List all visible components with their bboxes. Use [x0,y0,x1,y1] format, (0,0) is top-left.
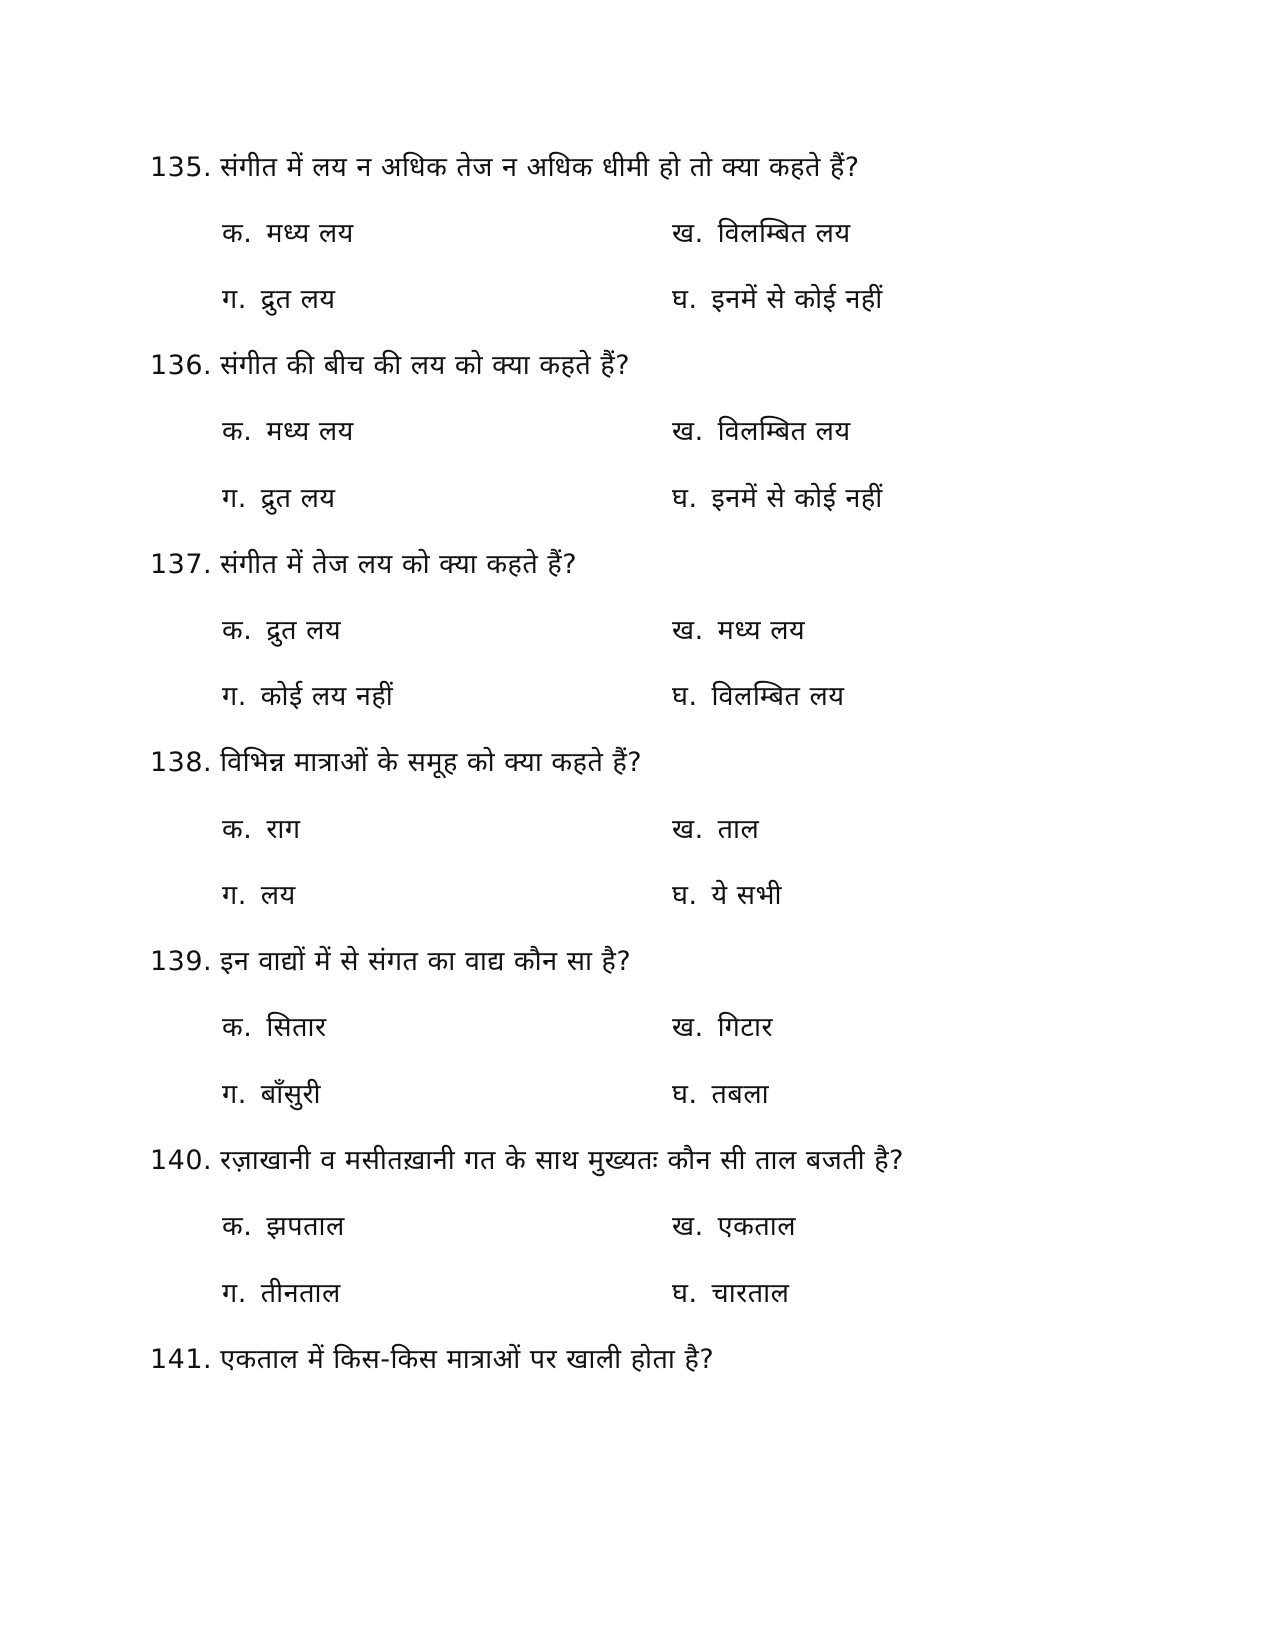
option-letter: ख. [672,1211,704,1242]
option-text: विलम्बित लय [711,681,845,712]
option-letter: घ. [672,681,698,712]
option-gha [672,481,883,517]
option-gha [672,878,782,914]
option-text: इनमें से कोई नहीं [711,483,883,514]
option-letter: ग. [222,1079,247,1110]
option-text: कोई लय नहीं [260,681,394,712]
option-text: तबला [711,1079,770,1110]
option-letter: ग. [222,1278,247,1309]
option-gha [672,679,844,715]
question-137 [150,547,577,583]
question-text: रज़ाखानी व मसीतख़ानी गत के साथ मुख्यतः कौन सी ताल बजती है? [220,1145,904,1176]
option-letter: ख. [672,416,704,447]
option-ka [222,1010,327,1046]
option-ga [222,282,336,318]
option-letter: घ. [672,880,698,911]
option-text: मध्य लय [717,615,806,646]
option-text: बाँसुरी [260,1079,321,1110]
option-letter: क. [222,1012,253,1043]
option-text: लय [260,880,296,911]
option-text: एकताल [717,1211,797,1242]
option-kha [672,1209,796,1245]
option-ka [222,1209,345,1245]
question-141 [150,1342,714,1378]
question-text: संगीत में तेज लय को क्या कहते हैं? [220,549,578,580]
option-letter: ख. [672,615,704,646]
option-kha [672,216,851,252]
option-ka [222,613,341,649]
question-number: 139. [150,946,213,977]
option-text: तीनताल [260,1278,341,1309]
question-140 [150,1143,904,1179]
option-text: मध्य लय [266,218,354,249]
question-text: इन वाद्यों में से संगत का वाद्य कौन सा है? [220,946,632,977]
option-text: ताल [717,814,760,845]
option-letter: घ. [672,1079,698,1110]
option-gha [672,1077,769,1113]
option-gha [672,282,883,318]
option-text: मध्य लय [266,416,354,447]
question-number: 137. [150,549,213,580]
question-number: 136. [150,350,213,381]
option-letter: क. [222,615,253,646]
option-ga [222,1276,341,1312]
option-letter: क. [222,1211,253,1242]
option-text: सितार [266,1012,327,1043]
option-text: द्रुत लय [260,284,336,315]
question-text: संगीत में लय न अधिक तेज न अधिक धीमी हो तो क्या कहते हैं? [220,152,860,183]
option-ga [222,481,336,517]
option-kha [672,812,759,848]
option-letter: घ. [672,1278,698,1309]
option-text: चारताल [711,1278,790,1309]
option-ga [222,878,296,914]
option-letter: क. [222,814,253,845]
question-number: 140. [150,1145,213,1176]
option-ka [222,812,301,848]
option-text: इनमें से कोई नहीं [711,284,883,315]
question-136 [150,348,630,384]
question-number: 138. [150,747,213,778]
option-letter: ख. [672,814,704,845]
option-ka [222,414,354,450]
option-ga [222,679,393,715]
option-letter: ग. [222,284,247,315]
question-139 [150,944,631,980]
option-kha [672,613,805,649]
option-letter: ग. [222,483,247,514]
option-letter: क. [222,416,253,447]
option-text: राग [266,814,301,845]
option-text: द्रुत लय [266,615,342,646]
option-kha [672,1010,773,1046]
question-135 [150,150,860,186]
option-text: झपताल [266,1211,345,1242]
question-text: विभिन्न मात्राओं के समूह को क्या कहते हैं? [220,747,643,778]
option-text: विलम्बित लय [717,416,851,447]
question-138 [150,745,642,781]
question-number: 141. [150,1344,213,1375]
option-ka [222,216,354,252]
question-number: 135. [150,152,213,183]
question-text: संगीत की बीच की लय को क्या कहते हैं? [220,350,631,381]
option-letter: ग. [222,880,247,911]
option-letter: ख. [672,218,704,249]
option-text: गिटार [717,1012,774,1043]
option-letter: ग. [222,681,247,712]
option-letter: क. [222,218,253,249]
option-letter: ख. [672,1012,704,1043]
option-text: ये सभी [711,880,783,911]
option-kha [672,414,851,450]
option-text: द्रुत लय [260,483,336,514]
option-gha [672,1276,789,1312]
option-ga [222,1077,321,1113]
question-text: एकताल में किस-किस मात्राओं पर खाली होता है? [220,1344,715,1375]
option-letter: घ. [672,483,698,514]
option-letter: घ. [672,284,698,315]
option-text: विलम्बित लय [717,218,851,249]
